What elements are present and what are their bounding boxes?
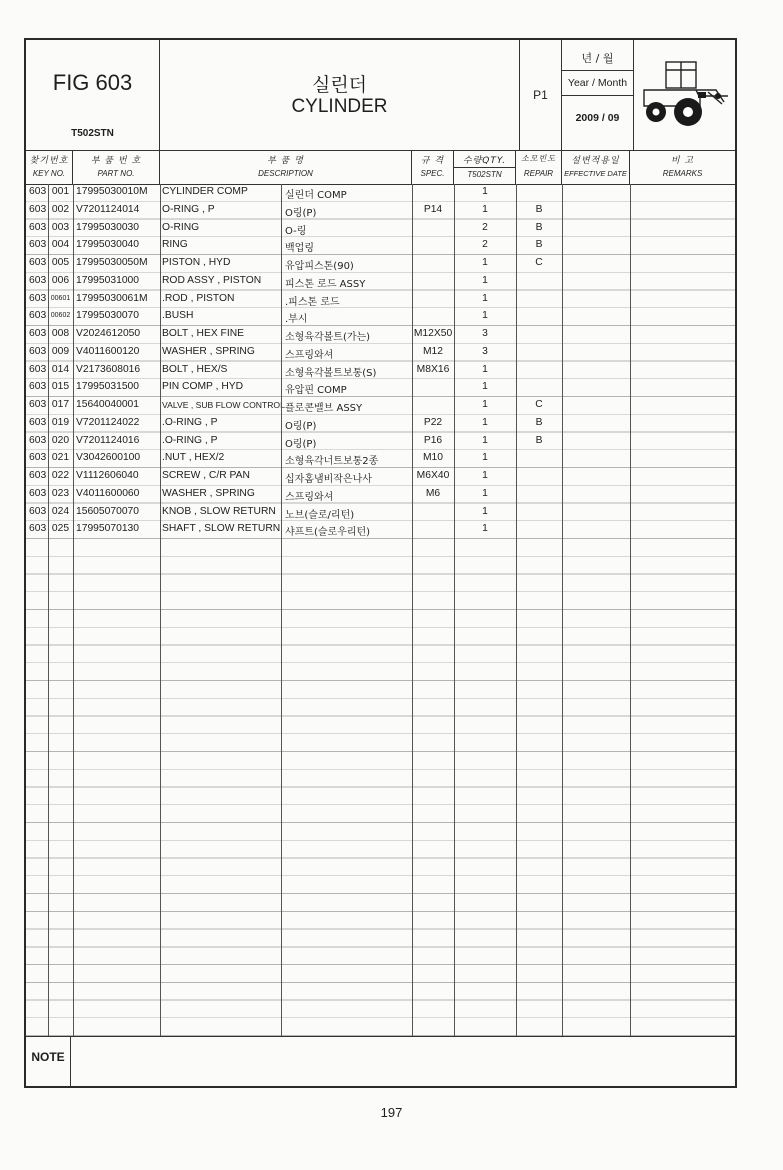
cell-desc: ROD ASSY , PISTON: [162, 274, 262, 286]
cell-key: 003: [51, 221, 70, 233]
table-row: [26, 362, 735, 380]
cell-spec: P22: [423, 416, 443, 428]
table-row: [26, 202, 735, 220]
cell-part: 17995030010M: [76, 186, 148, 197]
cell-fig: 603: [29, 399, 47, 410]
cell-part: V4011600120: [76, 345, 140, 357]
cell-desc: .O-RING , P: [162, 434, 218, 446]
cell-fig: 603: [29, 203, 47, 215]
table-row: [26, 344, 735, 362]
cell-desc: CYLINDER COMP: [162, 186, 248, 197]
cell-qty: 2: [482, 239, 488, 251]
cell-part: 17995031000: [76, 274, 139, 286]
cell-key: 024: [51, 505, 70, 517]
cell-key: 022: [51, 470, 70, 481]
cell-fig: 603: [29, 452, 47, 464]
cell-desk: 노브(슬로/리턴): [285, 509, 355, 521]
cell-key: 009: [51, 345, 70, 357]
cell-part: V7201124016: [76, 434, 140, 446]
tractor-image-cell: [634, 40, 735, 150]
col-spec-ko: 규 격: [420, 156, 445, 166]
cell-fig: 603: [29, 470, 47, 481]
cell-desk: 스프링와셔: [285, 349, 334, 361]
cell-desc: .O-RING , P: [162, 416, 218, 428]
cell-key: 006: [51, 274, 70, 286]
parts-list-sheet: [24, 38, 737, 1088]
cell-desc: PISTON , HYD: [162, 257, 231, 268]
table-row: [26, 291, 735, 309]
col-key-header: [26, 150, 73, 184]
table-row: [26, 450, 735, 468]
column-divider: [160, 184, 161, 1036]
year-month-label: Year / Month: [562, 70, 633, 96]
cell-desc: .ROD , PISTON: [162, 292, 235, 304]
cell-qty: 1: [482, 452, 488, 464]
cell-fig: 603: [29, 186, 47, 197]
cell-part: V4011600060: [76, 487, 140, 499]
fig-number: FIG 603: [52, 70, 133, 95]
cell-desc: BOLT , HEX FINE: [162, 328, 245, 339]
cell-part: V7201124022: [76, 416, 140, 428]
cell-part: V2024612050: [76, 328, 141, 339]
col-part-header: [73, 150, 160, 184]
cell-part: V7201124014: [76, 203, 140, 215]
cell-desc: BOLT , HEX/S: [162, 363, 228, 375]
cell-qty: 1: [482, 523, 488, 535]
cell-part: 15605070070: [76, 505, 139, 517]
table-row: [26, 326, 735, 344]
cell-fig: 603: [29, 310, 47, 322]
cell-desk: 스프링와셔: [285, 491, 334, 503]
cell-spec: M10: [422, 452, 444, 464]
cell-desc: O-RING , P: [162, 203, 215, 215]
cell-desk: 샤프트(슬로우리턴): [285, 527, 371, 539]
title-cell: [160, 40, 520, 150]
cell-qty: 1: [482, 505, 488, 517]
cell-key: 017: [51, 399, 70, 410]
cell-desk: O링(P): [285, 438, 317, 450]
page-number: 197: [380, 1105, 403, 1120]
cell-desk: O링(P): [285, 207, 317, 219]
cell-desk: 소형육각볼트보통(S): [285, 367, 377, 379]
sheet-header: [26, 40, 735, 151]
cell-qty: 1: [482, 186, 488, 197]
cell-key: 025: [51, 523, 70, 535]
col-desc-ko: 부 품 명: [267, 156, 304, 166]
cell-part: 17995030070: [76, 310, 139, 322]
issue-date: 2009 / 09: [575, 112, 620, 124]
cell-desc: .NUT , HEX/2: [162, 452, 225, 464]
title-english: CYLINDER: [291, 96, 388, 117]
col-key-en: KEY NO.: [32, 169, 66, 178]
column-divider: [73, 184, 74, 1036]
cell-spec: M8X16: [416, 363, 450, 375]
year-month-cell: [562, 40, 634, 150]
note-section: [26, 1036, 735, 1087]
cell-fig: 603: [29, 416, 47, 428]
cell-desk: O-링: [285, 225, 307, 237]
cell-part: 15640040001: [76, 399, 139, 410]
cell-part: V2173608016: [76, 363, 141, 375]
cell-repair: B: [535, 239, 543, 251]
cell-qty: 2: [482, 221, 488, 233]
cell-key: 001: [51, 186, 70, 197]
cell-part: 17995030061M: [76, 292, 148, 304]
title-korean: 실린더: [311, 74, 368, 96]
cell-fig: 603: [29, 487, 47, 499]
cell-part: V1112606040: [76, 470, 139, 481]
cell-spec: M6X40: [416, 470, 450, 481]
page-code: P1: [533, 88, 548, 102]
cell-fig: 603: [29, 363, 47, 375]
cell-key: 005: [51, 257, 70, 268]
table-row: [26, 486, 735, 504]
table-row: [26, 521, 735, 539]
cell-desk: 소형육각볼트(가는): [285, 332, 371, 343]
col-spec-en: SPEC.: [420, 169, 445, 178]
cell-desc: KNOB , SLOW RETURN: [162, 505, 276, 517]
cell-qty: 1: [482, 257, 488, 268]
col-spec-header: [412, 150, 454, 184]
cell-spec: M12X50: [413, 328, 453, 339]
col-effective-ko: 설변적용일: [571, 156, 620, 166]
cell-spec: M12: [422, 345, 444, 357]
cell-desk: 피스톤 로드 ASSY: [285, 278, 366, 290]
cell-key: 021: [51, 452, 70, 464]
cell-qty: 1: [482, 399, 488, 410]
cell-key: 019: [51, 416, 70, 428]
table-row: [26, 237, 735, 255]
cell-key: 00602: [50, 312, 71, 320]
cell-qty: 1: [482, 470, 488, 481]
table-row: [26, 504, 735, 522]
table-row: [26, 184, 735, 202]
table-row: [26, 415, 735, 433]
cell-qty: 1: [482, 274, 488, 286]
cell-part: 17995070130: [76, 523, 139, 535]
table-row: [26, 379, 735, 397]
col-part-ko: 부 품 번 호: [90, 156, 142, 166]
table-row: [26, 255, 735, 273]
cell-key: 015: [51, 381, 70, 393]
cell-fig: 603: [29, 257, 47, 268]
cell-desc: WASHER , SPRING: [162, 345, 255, 357]
cell-fig: 603: [29, 239, 47, 251]
cell-repair: B: [535, 221, 543, 233]
cell-qty: 1: [482, 381, 488, 393]
col-effective-en: EFFECTIVE DATE: [564, 169, 627, 178]
col-repair-en: REPAIR: [523, 169, 554, 178]
table-row: [26, 273, 735, 291]
cell-desk: 백업링: [285, 243, 314, 255]
cell-repair: C: [535, 257, 543, 268]
cell-part: 17995030030: [76, 221, 139, 233]
col-qty-ko: 수량QTY.: [462, 156, 507, 166]
cell-key: 00601: [50, 294, 71, 302]
cell-desk: O링(P): [285, 420, 317, 432]
cell-repair: B: [535, 416, 543, 428]
col-remarks-header: [630, 150, 735, 184]
cell-part: 17995030040: [76, 239, 139, 251]
cell-fig: 603: [29, 221, 47, 233]
col-part-en: PART NO.: [97, 169, 135, 178]
cell-fig: 603: [29, 434, 47, 446]
cell-qty: 1: [482, 292, 488, 304]
page-code-cell: [520, 40, 562, 150]
cell-fig: 603: [29, 523, 47, 535]
cell-desc: SCREW , C/R PAN: [162, 470, 250, 481]
column-headers: [26, 150, 735, 185]
tractor-icon: [638, 56, 730, 130]
cell-desk: 십자홈냄비작은나사: [285, 474, 372, 485]
cell-desk: 소형육각너트보통2종: [285, 456, 379, 468]
cell-qty: 1: [482, 416, 488, 428]
cell-desc: VALVE , SUB FLOW CONTROL: [162, 400, 285, 410]
column-divider: [48, 184, 49, 1036]
cell-qty: 1: [482, 203, 488, 215]
cell-key: 008: [51, 328, 70, 339]
cell-desc: O-RING: [162, 221, 200, 233]
col-desc-header: [160, 150, 412, 184]
cell-desc: SHAFT , SLOW RETURN: [162, 523, 280, 535]
cell-key: 004: [51, 239, 70, 251]
cell-qty: 1: [482, 310, 488, 322]
note-label: NOTE: [26, 1037, 71, 1087]
cell-qty: 3: [482, 345, 488, 357]
cell-key: 014: [51, 363, 70, 375]
column-divider: [516, 184, 517, 1036]
col-qty-header: [454, 150, 516, 184]
cell-key: 002: [51, 203, 70, 215]
table-row: [26, 397, 735, 415]
col-repair-header: [516, 150, 562, 184]
cell-repair: C: [535, 399, 543, 410]
cell-desk: 유압피스톤(90): [285, 261, 354, 272]
cell-fig: 603: [29, 505, 47, 517]
cell-fig: 603: [29, 328, 47, 339]
cell-fig: 603: [29, 345, 47, 357]
cell-spec: P14: [423, 203, 443, 215]
col-qty-en: T502STN: [454, 167, 515, 179]
col-remarks-ko: 비 고: [670, 156, 695, 166]
parts-table-body: [26, 184, 735, 1036]
model-code: T502STN: [71, 128, 114, 139]
table-row: [26, 308, 735, 326]
cell-fig: 603: [29, 292, 47, 304]
cell-part: 17995031500: [76, 381, 139, 393]
cell-spec: M6: [425, 487, 441, 499]
col-key-ko: 찾기번호: [29, 156, 69, 166]
cell-desc: WASHER , SPRING: [162, 487, 255, 499]
cell-qty: 1: [482, 434, 488, 446]
col-repair-ko: 소모빈도: [521, 154, 556, 163]
cell-desc: PIN COMP , HYD: [162, 381, 244, 393]
column-divider: [562, 184, 563, 1036]
col-desc-en: DESCRIPTION: [258, 169, 313, 178]
cell-qty: 1: [482, 363, 488, 375]
cell-part: 17995030050M: [76, 257, 148, 268]
column-divider: [412, 184, 413, 1036]
cell-repair: B: [535, 434, 543, 446]
cell-key: 023: [51, 487, 70, 499]
cell-qty: 1: [482, 487, 488, 499]
cell-desk: 유압핀 COMP: [285, 385, 347, 397]
cell-desk: .피스톤 로드: [285, 296, 340, 308]
cell-fig: 603: [29, 381, 47, 393]
cell-desk: 플로콘밸브 ASSY: [285, 403, 363, 414]
cell-repair: B: [535, 203, 543, 215]
cell-fig: 603: [29, 274, 47, 286]
cell-part: V3042600100: [76, 452, 141, 464]
cell-qty: 3: [482, 328, 488, 339]
fig-cell: [26, 40, 160, 150]
col-remarks-en: REMARKS: [662, 169, 703, 178]
cell-spec: P16: [423, 434, 443, 446]
cell-desc: RING: [162, 239, 188, 251]
cell-desk: .부시: [285, 314, 308, 326]
cell-key: 020: [51, 434, 70, 446]
cell-desk: 실린더 COMP: [285, 190, 347, 201]
table-row: [26, 468, 735, 486]
col-effective-header: [562, 150, 630, 184]
cell-desc: .BUSH: [162, 310, 194, 322]
column-divider: [454, 184, 455, 1036]
table-row: [26, 220, 735, 238]
table-row: [26, 433, 735, 451]
year-month-korean: 년 / 월: [581, 52, 614, 65]
column-divider: [281, 184, 282, 1036]
column-divider: [630, 184, 631, 1036]
